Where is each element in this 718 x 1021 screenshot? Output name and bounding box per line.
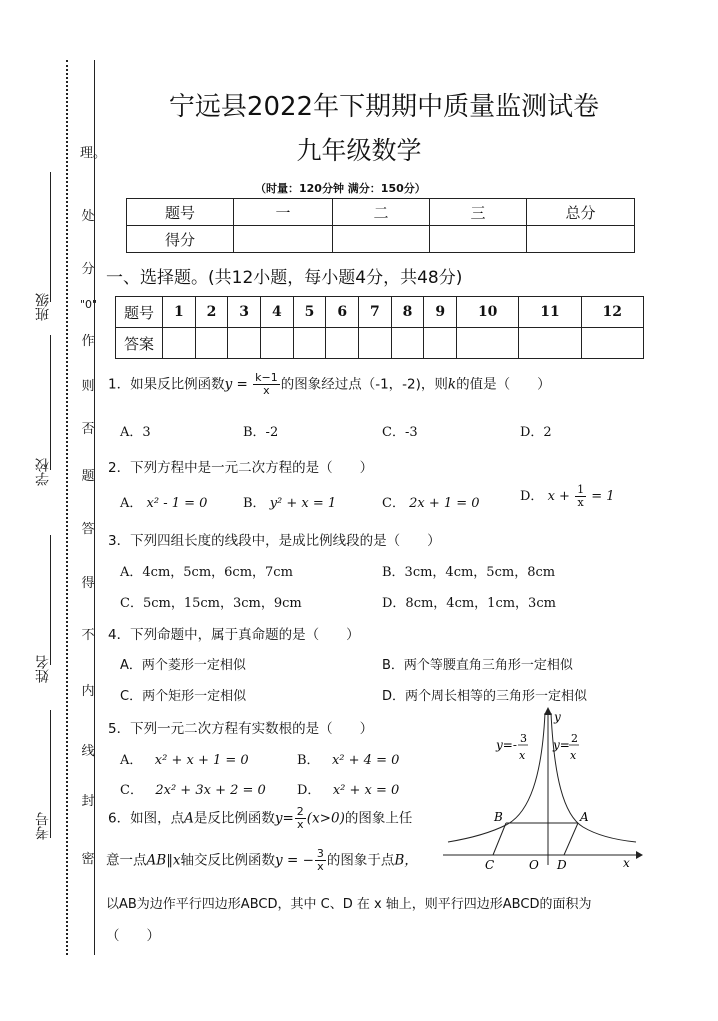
margin-char: 内 (81, 684, 95, 699)
right-curve-num: 2 (571, 732, 578, 745)
margin-char: 线 (81, 744, 95, 759)
class-blank[interactable] (50, 172, 52, 302)
answer-cell[interactable] (195, 328, 228, 359)
hyperbola-figure (438, 705, 643, 875)
option-a[interactable]: A．4cm，5cm，6cm，7cm (120, 565, 293, 580)
margin-char: 封 (81, 794, 95, 809)
answer-cell[interactable] (163, 328, 196, 359)
number-label: 考号 (35, 812, 51, 840)
option-letter: C． (382, 496, 405, 511)
option-letter: B． (297, 753, 320, 768)
score-header: 题号 (127, 199, 234, 226)
margin-char: 则 (81, 379, 95, 394)
option-expr: x² + 4 = 0 (331, 753, 400, 768)
score-table (126, 198, 635, 253)
q2d-fraction (575, 484, 586, 509)
question-6-line3: 以AB为边作平行四边形ABCD，其中 C、D 在 x 轴上，则平行四边形ABCD的面积为 (106, 897, 592, 912)
point-a-label: A (580, 810, 589, 824)
option-d[interactable]: D．8cm，4cm，1cm，3cm (382, 596, 556, 611)
q6-fn: y= (274, 810, 294, 827)
option-c[interactable] (120, 779, 266, 798)
question-number: 9 (424, 297, 457, 328)
score-header: 二 (333, 199, 430, 226)
point-d-label: D (557, 858, 567, 872)
margin-char: 答 (81, 522, 95, 537)
question-4: 4．下列命题中，属于真命题的是（ ） (108, 627, 360, 643)
segment-ad (564, 823, 578, 855)
school-label: 学校 (35, 458, 51, 486)
answer-row-label: 答案 (116, 328, 163, 359)
margin-char: 分 (81, 262, 95, 277)
option-expr: y² + x = 1 (269, 496, 337, 511)
q6-point: A (184, 810, 194, 827)
question-number: 7 (359, 297, 392, 328)
question-6-line4: （ ） (106, 928, 160, 944)
q1-var: k (447, 376, 457, 393)
school-blank[interactable] (50, 335, 52, 470)
exam-subtitle: 九年级数学 (296, 136, 422, 165)
answer-cell[interactable] (581, 328, 643, 359)
option-c[interactable] (382, 492, 480, 511)
question-number: 6 (326, 297, 359, 328)
option-expr: 2x² + 3x + 2 = 0 (155, 783, 266, 798)
x-axis-arrow (636, 851, 643, 859)
solid-binding-line (94, 60, 95, 955)
answer-cell[interactable] (326, 328, 359, 359)
score-header: 总分 (527, 199, 635, 226)
option-letter: D． (520, 489, 544, 504)
dotted-binding-line (66, 60, 68, 955)
option-d[interactable]: D．两个周长相等的三角形一定相似 (382, 689, 588, 704)
score-header: 三 (430, 199, 527, 226)
option-a[interactable] (120, 492, 207, 511)
score-header: 一 (234, 199, 333, 226)
question-5: 5．下列一元二次方程有实数根的是（ ） (108, 721, 374, 737)
question-6-line1 (108, 806, 412, 831)
score-row-label: 得分 (127, 226, 234, 253)
option-expr: x + (547, 489, 575, 504)
exam-meta: （时量：120分钟 满分：150分） (255, 182, 426, 195)
option-c[interactable]: C．5cm，15cm，3cm，9cm (120, 596, 302, 611)
q6-text: 6．如图，点 (108, 810, 185, 827)
margin-char: "0" (80, 298, 98, 311)
option-expr: x² - 1 = 0 (146, 496, 208, 511)
question-number: 10 (457, 297, 519, 328)
point-c-label: C (485, 858, 495, 872)
name-label: 姓名 (35, 655, 51, 683)
q6-x: x (172, 852, 181, 869)
answer-cell[interactable] (424, 328, 457, 359)
left-curve-den: x (519, 749, 526, 762)
q6-num2: 3 (316, 847, 324, 860)
option-expr: x² + x + 1 = 0 (154, 753, 249, 768)
margin-char: 否 (81, 422, 95, 437)
left-curve-label: y=- (496, 738, 517, 752)
option-d[interactable] (520, 484, 615, 509)
option-c[interactable]: C．两个矩形一定相似 (120, 689, 247, 704)
right-curve-den: x (570, 749, 577, 762)
q1-fraction (253, 372, 280, 397)
q2d-num: 1 (577, 483, 585, 496)
right-curve-label: y= (553, 738, 570, 752)
q6-den: x (297, 818, 304, 831)
score-cell[interactable] (333, 226, 430, 253)
margin-char: 不 (81, 628, 95, 643)
y-axis-label: y (554, 710, 561, 724)
option-letter: A． (120, 753, 143, 768)
score-cell[interactable] (430, 226, 527, 253)
margin-char: 理。 (80, 146, 107, 161)
question-1 (108, 372, 551, 397)
q6-text: 的图象上任 (344, 810, 413, 827)
origin-label: O (529, 858, 539, 872)
answer-table-header: 题号 (116, 297, 163, 328)
q6-cond: (x>0) (306, 810, 345, 827)
option-letter: C． (120, 783, 143, 798)
q6-fraction (295, 806, 306, 831)
margin-char: 题 (81, 469, 95, 484)
left-curve-num: 3 (520, 732, 527, 745)
question-number: 1 (163, 297, 196, 328)
margin-char: 作 (81, 334, 95, 349)
name-blank[interactable] (50, 535, 52, 665)
question-3: 3．下列四组长度的线段中，是成比例线段的是（ ） (108, 533, 441, 549)
q6-den2: x (317, 860, 324, 873)
q1-text2: 的图象经过点（-1，-2)，则 (280, 376, 448, 393)
margin-char: 处 (81, 209, 95, 224)
q6-text: 是反比例函数 (193, 810, 275, 827)
question-number: 8 (391, 297, 424, 328)
q6-point-b: B， (394, 852, 418, 869)
class-label: 班级 (35, 293, 51, 321)
q1-text3: 的值是（ ） (456, 376, 551, 393)
question-number: 12 (581, 297, 643, 328)
q1-fn: y = (224, 376, 253, 393)
option-a[interactable]: A．两个菱形一定相似 (120, 658, 246, 673)
answer-cell[interactable] (519, 328, 581, 359)
answer-cell[interactable] (228, 328, 261, 359)
option-b[interactable] (297, 749, 399, 768)
margin-char: 得 (81, 576, 95, 591)
answer-table (115, 296, 644, 359)
q6-text: 的图象于点 (326, 852, 395, 869)
q1-den: x (263, 384, 270, 397)
answer-cell[interactable] (457, 328, 519, 359)
option-letter: A． (120, 496, 143, 511)
question-number: 4 (261, 297, 294, 328)
q6-num: 2 (296, 805, 304, 818)
q6-fn2: y = − (275, 852, 314, 869)
question-2: 2．下列方程中是一元二次方程的是（ ） (108, 460, 374, 476)
option-expr: x² + x = 0 (332, 783, 400, 798)
x-axis-label: x (623, 856, 630, 870)
option-a[interactable]: A．3 (120, 425, 151, 440)
score-cell[interactable] (527, 226, 635, 253)
option-b[interactable] (243, 492, 336, 511)
section-title: 一、选择题。(共12小题，每小题4分，共48分) (106, 268, 463, 288)
question-6-line2 (106, 848, 418, 873)
option-letter: D． (297, 783, 321, 798)
q1-text: 1．如果反比例函数 (108, 376, 225, 393)
option-d[interactable]: D．2 (520, 425, 552, 440)
answer-cell[interactable] (293, 328, 326, 359)
question-number: 11 (519, 297, 581, 328)
option-c[interactable]: C．-3 (382, 425, 418, 440)
score-cell[interactable] (234, 226, 333, 253)
q1-num: k−1 (255, 371, 278, 384)
question-number: 3 (228, 297, 261, 328)
q6-par: ∥ (166, 852, 173, 869)
option-expr: 2x + 1 = 0 (409, 496, 480, 511)
question-number: 5 (293, 297, 326, 328)
option-d[interactable] (297, 779, 399, 798)
q6-text: 意一点 (106, 852, 147, 869)
option-b[interactable]: B．两个等腰直角三角形一定相似 (382, 658, 573, 673)
answer-cell[interactable] (261, 328, 294, 359)
option-letter: B． (243, 496, 266, 511)
q6-fraction2 (315, 848, 326, 873)
answer-cell[interactable] (359, 328, 392, 359)
margin-char: 密 (81, 852, 95, 867)
question-number: 2 (195, 297, 228, 328)
point-b-label: B (494, 810, 503, 824)
q2d-den: x (577, 496, 584, 509)
q6-seg: AB (146, 852, 167, 869)
option-expr: = 1 (587, 489, 615, 504)
option-b[interactable]: B．3cm，4cm，5cm，8cm (382, 565, 556, 580)
answer-cell[interactable] (391, 328, 424, 359)
option-b[interactable]: B．-2 (243, 425, 279, 440)
exam-title: 宁远县2022年下期期中质量监测试卷 (168, 92, 600, 122)
q6-text: 轴交反比例函数 (180, 852, 276, 869)
option-a[interactable] (120, 749, 249, 768)
